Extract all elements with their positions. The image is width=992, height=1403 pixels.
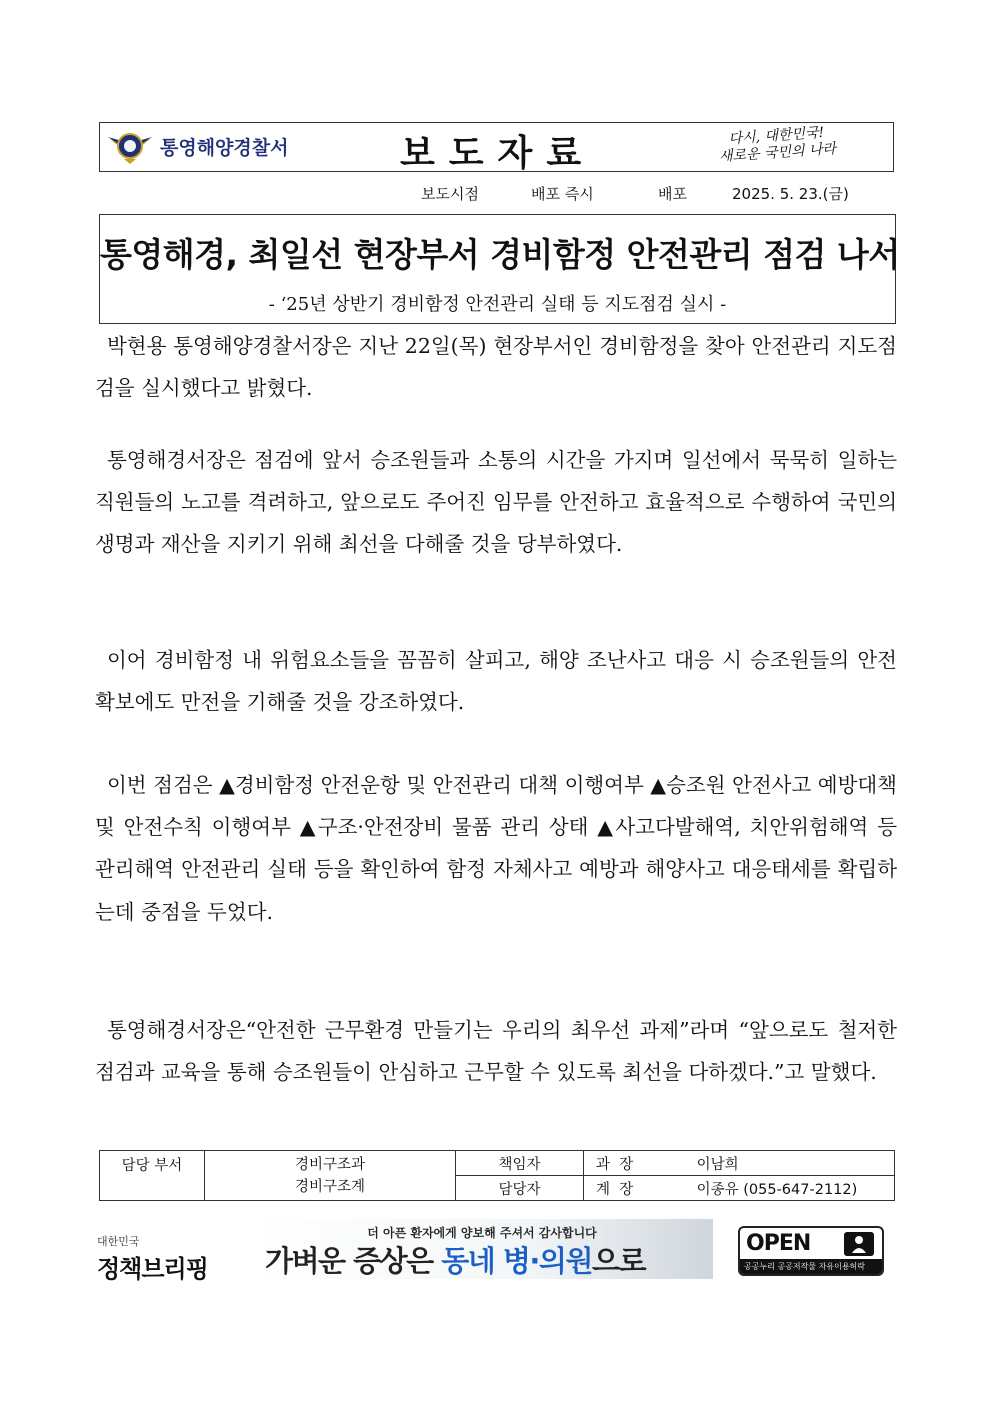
release-timing-value: 배포 즉시	[531, 185, 594, 203]
banner-headline-part-1: 가벼운 증상은	[265, 1244, 442, 1278]
banner-headline-part-2: 동네 병·의원	[441, 1244, 592, 1278]
banner-headline-part-3: 으로	[591, 1244, 645, 1278]
release-date-value: 2025. 5. 23.(금)	[732, 185, 849, 203]
responsible-name: 이남희	[696, 1156, 739, 1173]
staff-info	[584, 1176, 895, 1201]
body-paragraph-5: 통영해경서장은“안전한 근무환경 만들기는 우리의 최우선 과제”라며 “앞으로도 철저한 점검과 교육을 통해 승조원들이 안심하고 근무할 수 있도록 최선을 다하겠다.”고 말했다.	[95, 1018, 897, 1085]
staff-name: 이종유 (055-647-2112)	[696, 1181, 858, 1198]
kogl-open-license-badge	[738, 1226, 884, 1276]
briefing-logo-small-text: 대한민국	[97, 1235, 140, 1248]
dept-value	[205, 1151, 456, 1201]
dept-line-2: 경비구조계	[294, 1178, 366, 1195]
body-paragraph-3: 이어 경비함정 내 위험요소들을 꼼꼼히 살피고, 해양 조난사고 대응 시 승조원들의 안전 확보에도 만전을 기해줄 것을 강조하였다.	[95, 648, 897, 715]
contact-row-responsible	[100, 1151, 895, 1176]
release-timing-label: 보도시점	[421, 185, 479, 203]
contact-table	[99, 1150, 895, 1201]
staff-title: 계 장	[596, 1181, 634, 1198]
headline-box	[99, 214, 900, 324]
staff-label: 담당자	[456, 1176, 584, 1201]
agency-name: 통영해양경찰서	[160, 137, 289, 159]
subheadline: - ‘25년 상반기 경비함정 안전관리 실태 등 지도점검 실시 -	[268, 294, 727, 315]
coast-guard-emblem-icon	[108, 129, 152, 165]
policy-briefing-logo	[97, 1233, 212, 1284]
body-paragraph-4: 이번 점검은 ▲경비함정 안전운항 및 안전관리 대책 이행여부 ▲승조원 안전사고 예방대책 및 안전수칙 이행여부 ▲구조·안전장비 물품 관리 상태 ▲사고다발해역, 치안위험해역 등 관리해역 안전관리 실태 등을 확인하여 함정 자체사고 예방과 해양사고 대응태세를 확립하는데 중점을 두었다.	[95, 773, 897, 924]
headline: 통영해경, 최일선 현장부서 경비함정 안전관리 점검 나서	[100, 235, 900, 274]
banner-headline	[265, 1239, 645, 1279]
release-date-label: 배포	[658, 185, 687, 203]
government-slogan	[691, 122, 863, 168]
responsible-title: 과 장	[596, 1156, 634, 1173]
attribution-person-icon	[844, 1232, 874, 1256]
kogl-open-text: OPEN	[746, 1231, 811, 1256]
dept-line-1: 경비구조과	[294, 1156, 366, 1173]
responsible-label: 책임자	[456, 1151, 584, 1176]
kogl-caption: 공공누리 공공저작물 자유이용허락	[744, 1262, 866, 1271]
body-paragraph-1: 박현용 통영해양경찰서장은 지난 22일(목) 현장부서인 경비함정을 찾아 안전관리 지도점검을 실시했다고 밝혔다.	[95, 334, 897, 401]
responsible-info	[584, 1151, 895, 1176]
briefing-logo-text: 정책브리핑	[97, 1255, 208, 1283]
press-header	[99, 122, 894, 172]
banner-subtext: 더 아픈 환자에게 양보해 주셔서 감사합니다	[367, 1226, 597, 1240]
slogan-line-1: 다시, 대한민국!	[728, 124, 825, 148]
dept-label: 담당 부서	[100, 1151, 205, 1201]
slogan-line-2: 새로운 국민의 나라	[718, 140, 837, 166]
campaign-banner	[251, 1219, 713, 1279]
press-release-title: 보도자료	[400, 132, 596, 174]
body-paragraph-2: 통영해경서장은 점검에 앞서 승조원들과 소통의 시간을 가지며 일선에서 묵묵히 일하는 직원들의 노고를 격려하고, 앞으로도 주어진 임무를 안전하고 효율적으로 수행하여 국민의 생명과 재산을 지키기 위해 최선을 다해줄 것을 당부하였다.	[95, 448, 897, 557]
